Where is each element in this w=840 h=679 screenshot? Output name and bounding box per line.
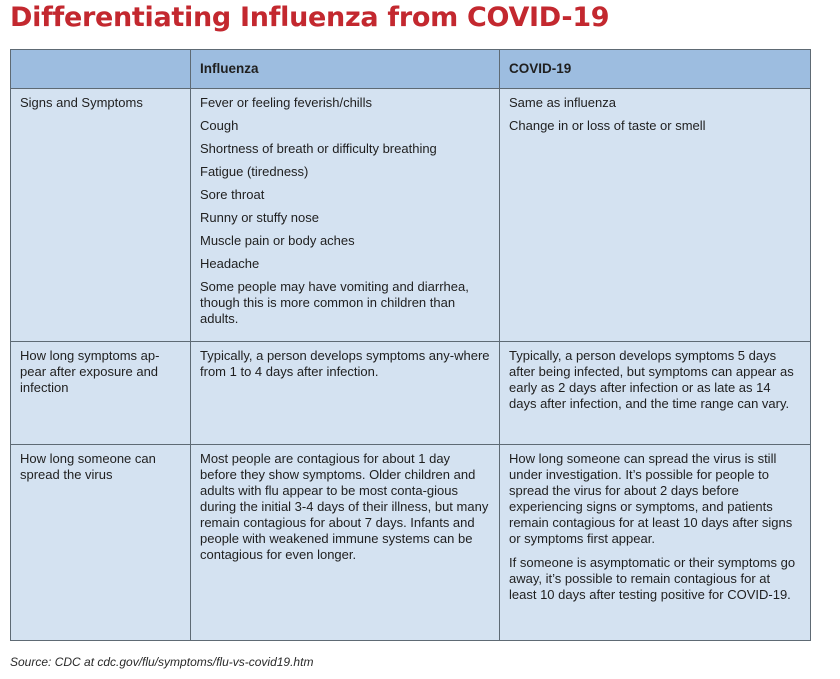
- cell-text: Most people are contagious for about 1 day before they show symptoms. Older children and adults with flu appear to be most conta-gious during the initial 3-4 days of their illness, but many remain contagious for about 7 days. Infants and people with weakened immune systems can be contagious for even longer.: [200, 451, 489, 562]
- symptom-item: Fatigue (tiredness): [200, 164, 309, 179]
- symptom-item: Change in or loss of taste or smell: [509, 118, 706, 133]
- row-label: How long symptoms ap-pear after exposure and infection: [11, 342, 191, 445]
- influenza-cell: [191, 445, 500, 641]
- comparison-table: [10, 49, 811, 641]
- cell-text: If someone is asymptomatic or their symptoms go away, it’s possible to remain contagious for at least 10 days after testing positive for COVID-19.: [509, 555, 796, 602]
- row-label: How long someone can spread the virus: [11, 445, 191, 641]
- page-title: Differentiating Influenza from COVID-19: [10, 2, 610, 33]
- symptom-item: Shortness of breath or difficulty breathing: [200, 141, 437, 156]
- table-row: [11, 342, 811, 445]
- source-note: Source: CDC at cdc.gov/flu/symptoms/flu-vs-covid19.htm: [10, 655, 314, 669]
- table-row: [11, 445, 811, 641]
- cell-text: Typically, a person develops symptoms 5 days after being infected, but symptoms can appear as early as 2 days after infection or as late as 14 days after infection, and the time range can vary.: [509, 348, 794, 411]
- symptom-item: Fever or feeling feverish/chills: [200, 95, 372, 110]
- header-covid: COVID-19: [500, 50, 811, 89]
- cell-text: Typically, a person develops symptoms any-where from 1 to 4 days after infection.: [200, 348, 490, 379]
- table-header-row: [11, 50, 811, 89]
- influenza-cell: [191, 89, 500, 342]
- cell-text: How long someone can spread the virus is still under investigation. It’s possible for people to spread the virus for about 2 days before experiencing signs or symptoms, and patients remain contagious for at least 10 days after signs or symptoms first appear.: [509, 451, 793, 546]
- header-influenza: Influenza: [191, 50, 500, 89]
- symptom-item: Cough: [200, 118, 239, 133]
- symptom-item: Same as influenza: [509, 95, 616, 110]
- symptom-item: Runny or stuffy nose: [200, 210, 319, 225]
- row-label: Signs and Symptoms: [11, 89, 191, 342]
- covid-cell: [500, 445, 811, 641]
- header-empty: [11, 50, 191, 89]
- influenza-cell: [191, 342, 500, 445]
- covid-cell: [500, 342, 811, 445]
- covid-cell: [500, 89, 811, 342]
- symptom-item: Headache: [200, 256, 260, 271]
- table-row: [11, 89, 811, 342]
- symptom-item: Muscle pain or body aches: [200, 233, 355, 248]
- symptom-item: Some people may have vomiting and diarrhea, though this is more common in children than adults.: [200, 279, 469, 326]
- symptom-item: Sore throat: [200, 187, 265, 202]
